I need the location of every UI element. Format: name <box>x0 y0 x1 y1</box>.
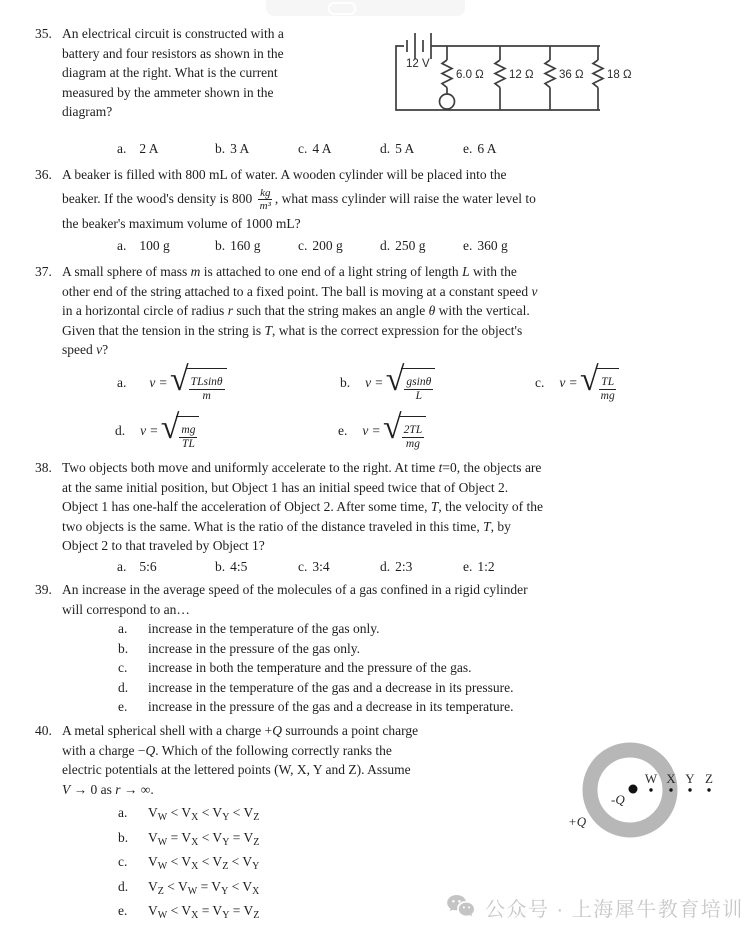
question-text-line: measured by the ammeter shown in the <box>62 84 274 100</box>
question-38 <box>35 458 733 577</box>
question-number: 40. <box>35 723 52 738</box>
question-39 <box>35 580 733 717</box>
question-text-line: other end of the string attached to a fixed point. The ball is moving at a constant speed v <box>62 283 538 299</box>
point-z-dot <box>707 788 710 791</box>
option-b-formula: b. v = √ $\frac{gsin\theta}{L}$ <box>340 364 435 403</box>
question-text-line: in a horizontal circle of radius r such that the string makes an angle θ with the vertical. <box>62 303 530 318</box>
option-e: e. 1:2 <box>463 558 495 574</box>
question-text-line: the beaker's maximum volume of 1000 mL? <box>62 215 301 231</box>
watermark <box>446 893 744 922</box>
radical: √ $\frac{TLsin\theta}{m}$ <box>170 364 227 403</box>
question-text-line-with-fraction: beaker. If the wood's density is 800 $\frac{kg}{\text{m³}}$ , what mass cylinder will raise the water level to <box>62 186 536 212</box>
question-number: 36. <box>35 167 52 182</box>
option-e: e. increase in the pressure of the gas and a decrease in its temperature. <box>118 699 514 714</box>
option-e: e. $V_W < V_X = V_Y = V_Z$ <box>118 903 260 921</box>
watermark-text: 公众号 · 上海犀牛教育培训 <box>485 899 744 921</box>
question-text-line: Object 1 has one-half the acceleration of Object 2. After some time, T, the velocity of the <box>62 499 543 514</box>
point-w-label: W <box>644 771 658 786</box>
question-text-line: A small sphere of mass m is attached to one end of a light string of length L with the <box>62 264 517 279</box>
option-c: c. increase in both the temperature and the pressure of the gas. <box>118 660 472 675</box>
question-text-line: diagram? <box>62 104 113 119</box>
q38-options <box>62 557 733 577</box>
question-text-line: speed v? <box>62 342 109 357</box>
question-text-line: will correspond to an… <box>62 601 190 617</box>
question-number: 39. <box>35 582 52 597</box>
question-text-line: A metal spherical shell with a charge +Q surrounds a point charge <box>62 723 419 738</box>
option-d: d. increase in the temperature of the gas and a decrease in its pressure. <box>118 679 514 695</box>
option-c: c. 3:4 <box>298 558 330 574</box>
wechat-icon <box>446 894 477 921</box>
option-a: a. 2 A <box>117 140 159 156</box>
toolbar-key-icon <box>328 2 356 15</box>
option-b: b. 160 g <box>215 238 261 253</box>
option-a: a. $V_W < V_X < V_Y < V_Z$ <box>118 805 260 823</box>
question-text-line: Given that the tension in the string is T, what is the correct expression for the object's <box>62 322 523 338</box>
radical: √ $\frac{mg}{TL}$ <box>161 412 200 451</box>
resistor-label-1: 6.0 Ω <box>456 69 484 81</box>
question-text-line: An electrical circuit is constructed with a <box>62 26 284 41</box>
resistor-label-4: 18 Ω <box>607 69 632 81</box>
question-text-line: V → 0 as r → ∞. <box>62 781 154 797</box>
battery-voltage-label: 12 V <box>406 58 430 70</box>
option-d: d. 2:3 <box>380 558 413 574</box>
option-d: d. 5 A <box>380 140 415 156</box>
question-number: 38. <box>35 460 52 475</box>
center-charge-dot <box>629 785 638 794</box>
option-e: e. 360 g <box>463 238 508 253</box>
option-a: a. 100 g <box>117 238 170 253</box>
option-b: b. 3 A <box>215 140 250 156</box>
center-charge-label: -Q <box>611 792 625 807</box>
question-text-line: with a charge −Q. Which of the following correctly ranks the <box>62 742 392 758</box>
option-c: c. $V_W < V_X < V_Z < V_Y$ <box>118 854 260 872</box>
point-x-dot <box>669 788 672 791</box>
option-b: b. $V_W = V_X < V_Y = V_Z$ <box>118 829 260 848</box>
option-d: d. 250 g <box>380 238 426 253</box>
radical: √ $\frac{gsin\theta}{L}$ <box>386 364 436 403</box>
q35-options <box>62 139 733 159</box>
question-text-line: A beaker is filled with 800 mL of water. A wooden cylinder will be placed into the <box>62 167 507 182</box>
question-text-line: An increase in the average speed of the molecules of a gas confined in a rigid cylinder <box>62 582 528 597</box>
option-e-formula: e. v = √ $\frac{2TL}{mg}$ <box>338 412 426 451</box>
option-b: b. increase in the pressure of the gas only. <box>118 640 361 656</box>
question-number: 35. <box>35 26 52 41</box>
option-a-formula: a. v = √ $\frac{TLsin\theta}{m}$ <box>117 364 227 403</box>
question-36 <box>35 165 733 256</box>
resistor-label-3: 36 Ω <box>559 69 584 81</box>
question-text-line: Two objects both move and uniformly accelerate to the right. At time t=0, the objects are <box>62 460 542 475</box>
radical: √ $\frac{2TL}{mg}$ <box>383 412 426 451</box>
question-text-line: electric potentials at the lettered points (W, X, Y and Z). Assume <box>62 762 411 777</box>
question-37 <box>35 262 733 460</box>
q37-formula-options <box>62 360 733 460</box>
option-e: e. 6 A <box>463 140 497 156</box>
question-text-line: at the same initial position, but Object 1 has an initial speed twice that of Object 2. <box>62 479 509 495</box>
question-number: 37. <box>35 264 52 279</box>
density-fraction: $\frac{kg}{\text{m³}}$ <box>259 186 271 212</box>
screenshot-toolbar-artifact <box>266 0 465 16</box>
question-text-line: diagram at the right. What is the current <box>62 65 278 80</box>
question-text-line: two objects is the same. What is the ratio of the distance traveled in this time, T, by <box>62 518 511 534</box>
circuit-diagram <box>390 24 735 123</box>
option-a: a. 5:6 <box>117 558 157 574</box>
option-b: b. 4:5 <box>215 558 248 574</box>
option-c: c. 200 g <box>298 238 343 253</box>
radical: √ $\frac{TL}{mg}$ <box>580 364 619 403</box>
point-x-label: X <box>666 771 676 786</box>
option-c-formula: c. v = √ $\frac{TL}{mg}$ <box>535 364 619 403</box>
question-text-line: battery and four resistors as shown in the <box>62 45 284 61</box>
option-a: a. increase in the temperature of the gas only. <box>118 621 380 636</box>
shell-charge-label: +Q <box>568 814 587 829</box>
charged-shell-diagram <box>556 731 751 860</box>
point-y-label: Y <box>685 771 695 786</box>
point-z-label: Z <box>705 771 713 786</box>
option-d: d. $V_Z < V_W = V_Y < V_X$ <box>118 878 260 897</box>
option-c: c. 4 A <box>298 140 332 156</box>
point-y-dot <box>688 788 691 791</box>
resistor-label-2: 12 Ω <box>509 69 534 81</box>
q36-options <box>62 236 733 256</box>
question-text-line: Object 2 to that traveled by Object 1? <box>62 538 265 553</box>
option-d-formula: d. v = √ $\frac{mg}{TL}$ <box>115 412 199 451</box>
point-w-dot <box>649 788 652 791</box>
